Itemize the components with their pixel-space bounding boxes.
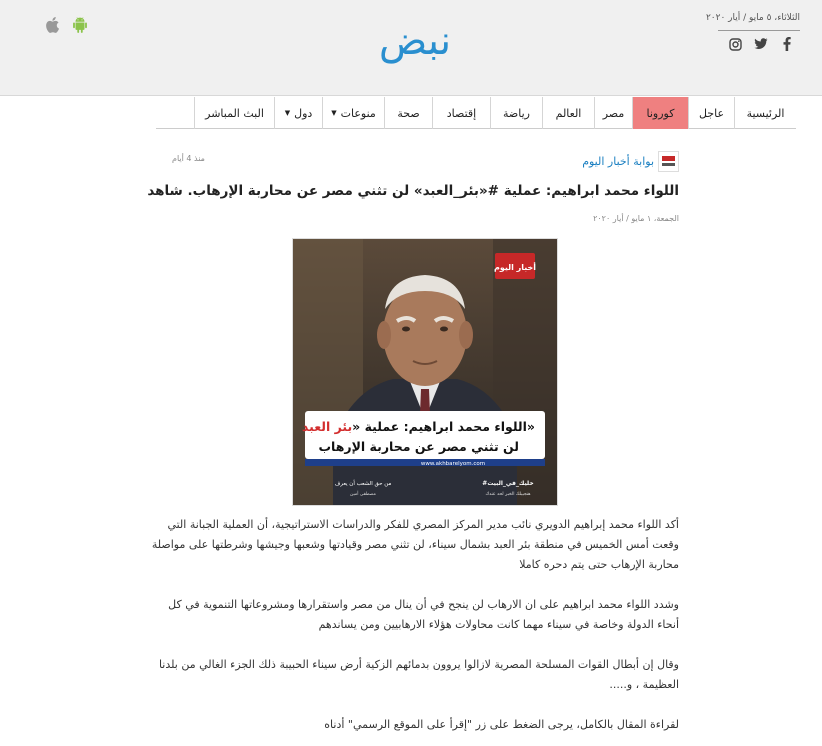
caption-line-1: اللواء محمد ابراهيم: عملية «بئر العبد » <box>301 419 535 434</box>
current-date: الثلاثاء، ٥ مايو / أيار ٢٠٢٠ <box>705 13 800 23</box>
article-body <box>149 515 679 746</box>
nav-item-home[interactable]: الرئيسية <box>734 97 796 129</box>
site-logo[interactable] <box>360 12 470 66</box>
slogan-sub: مصطفى أمين <box>350 492 376 497</box>
paragraph: وشدد اللواء محمد ابراهيم على ان الارهاب لن ينجح في أن ينال من مصر واستقرارها ومشروعاتها التنموية في كل أنحاء الدولة وخاصة في سيناء مهما كانت محاولات هؤلاء الارهابيين ومن يساندهم <box>168 598 679 631</box>
publish-date: الجمعة، ١ مايو / أيار ٢٠٢٠ <box>593 214 679 223</box>
nav-item-breaking[interactable]: عاجل <box>688 97 734 129</box>
twitter-icon[interactable] <box>754 37 768 51</box>
nav-item-live[interactable]: البث المباشر <box>194 97 274 129</box>
article-title: اللواء محمد ابراهيم: عملية #«بئر_العبد» لن تثني مصر عن محاربة الإرهاب. شاهد <box>147 183 679 199</box>
nav-item-countries[interactable]: دول ▼ <box>274 97 322 129</box>
nav-item-misc[interactable]: منوعات ▼ <box>322 97 384 129</box>
source-name[interactable]: بوابة أخبار اليوم <box>582 155 654 168</box>
paragraph: وقال إن أبطال القوات المسلحة المصرية لازالوا يروون بدمائهم الزكية أرض سيناء الحبيبة ذلك الجزء الغالي من بلدنا العظيمة ، و..... <box>158 658 679 691</box>
brand-badge-text: أخبار اليوم <box>493 263 537 272</box>
paragraph: أكد اللواء محمد إبراهيم الدويري نائب مدير المركز المصري للفكر والدراسات الاستراتيجية، أن العملية الجبانة التي وقعت أمس الخميس في منطقة بئر العبد بشمال سيناء، لن تثني مصر وقيادتها وشعبها وجيشها وشرطتها على مواصلة محاربة الإرهاب حتى يتم دحره كاملا <box>151 518 679 571</box>
source-logo-icon <box>658 151 679 172</box>
website-text: www.akhbarelyom.com <box>420 461 486 467</box>
nav-item-egypt[interactable]: مصر <box>594 97 632 129</box>
apple-icon[interactable] <box>44 16 60 34</box>
article-image <box>292 238 558 506</box>
chevron-down-icon: ▼ <box>284 109 291 117</box>
time-ago: منذ 4 أيام <box>172 154 205 163</box>
app-links <box>44 16 88 34</box>
logo-text: نبض <box>378 18 452 64</box>
chevron-down-icon: ▼ <box>331 109 337 117</box>
hashtag-text: #خليك_في_البيت <box>482 480 534 487</box>
facebook-icon[interactable] <box>780 37 794 51</box>
main-nav <box>156 97 796 129</box>
hashtag-sub: هنجيبلك الخبر لحد عندك <box>485 492 531 497</box>
article-source[interactable] <box>582 151 679 172</box>
nav-item-world[interactable]: العالم <box>542 97 594 129</box>
top-header <box>0 0 822 96</box>
slogan-text: من حق الشعب أن يعرف <box>334 481 392 487</box>
nav-item-sports[interactable]: رياضة <box>490 97 542 129</box>
nav-item-health[interactable]: صحة <box>384 97 432 129</box>
date-divider <box>718 30 800 31</box>
paragraph: لقراءة المقال بالكامل، يرجى الضغط على زر "إقرأ على الموقع الرسمي" أدناه <box>324 718 679 731</box>
android-icon[interactable] <box>72 16 88 34</box>
instagram-icon[interactable] <box>728 37 742 51</box>
nav-item-economy[interactable]: إقتصاد <box>432 97 490 129</box>
social-links <box>728 37 794 51</box>
caption-line-2: لن تثني مصر عن محاربة الإرهاب <box>318 439 519 454</box>
nav-item-corona[interactable]: كورونا <box>632 97 688 129</box>
